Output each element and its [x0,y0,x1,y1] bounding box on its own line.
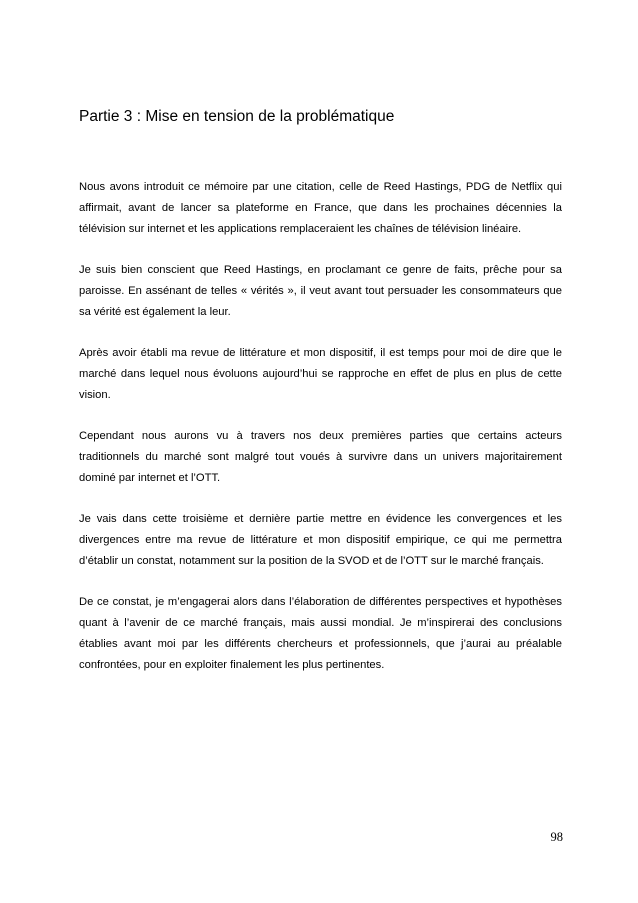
paragraph-1: Nous avons introduit ce mémoire par une citation, celle de Reed Hastings, PDG de Netflix qui affirmait, avant de lancer sa plateforme en France, que dans les prochaines décennies la télévision sur internet et les applications remplaceraient les chaînes de télévision linéaire. [79,181,562,235]
document-body [79,177,562,696]
paragraph-2: Je suis bien conscient que Reed Hastings, en proclamant ce genre de faits, prêche pour sa paroisse. En assénant de telles « vérités », il veut avant tout persuader les consommateurs que sa vérité est également la leur. [79,264,562,318]
paragraph-6: De ce constat, je m’engagerai alors dans l’élaboration de différentes perspectives et hypothèses quant à l’avenir de ce marché français, mais aussi mondial. Je m’inspirerai des conclusions établies avant moi par les différents chercheurs et professionnels, que j’aurai au préalable confrontées, pour en exploiter finalement les plus pertinentes. [79,596,562,671]
section-heading: Partie 3 : Mise en tension de la problématique [79,108,395,125]
paragraph-3: Après avoir établi ma revue de littérature et mon dispositif, il est temps pour moi de dire que le marché dans lequel nous évoluons aujourd’hui se rapproche en effet de plus en plus de cette vision. [79,347,562,401]
paragraph-5: Je vais dans cette troisième et dernière partie mettre en évidence les convergences et les divergences entre ma revue de littérature et mon dispositif empirique, ce qui me permettra d’établir un constat, notamment sur la position de la SVOD et de l’OTT sur le marché français. [79,513,562,567]
page-number: 98 [550,830,563,844]
paragraph-4: Cependant nous aurons vu à travers nos deux premières parties que certains acteurs traditionnels du marché sont malgré tout voués à survivre dans un univers majoritairement dominé par internet et l’OTT. [79,430,562,484]
